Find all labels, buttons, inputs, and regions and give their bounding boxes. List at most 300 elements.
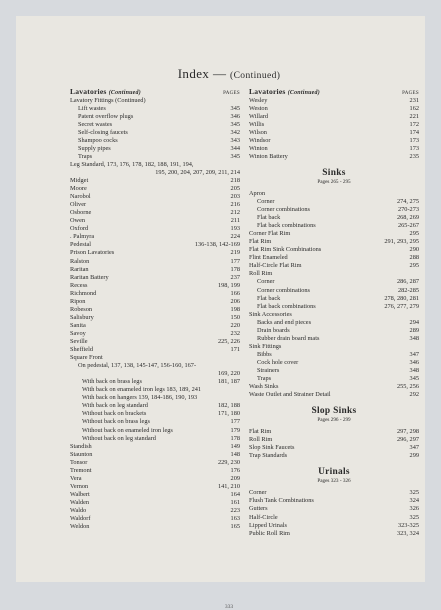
entry-name: Moore — [70, 185, 87, 193]
entry-pages: 177 — [230, 257, 240, 265]
index-entry — [249, 436, 419, 444]
entry-name: Ripon — [70, 297, 86, 305]
entry-pages: 324 — [409, 497, 419, 505]
slop-sinks-entry-list — [249, 428, 419, 460]
entry-pages: 198 — [230, 305, 240, 313]
entry-name: Robeson — [70, 305, 93, 313]
index-entry — [249, 522, 419, 530]
entry-name: 195, 200, 204, 207, 209, 211, 214 — [155, 169, 240, 177]
index-entry — [70, 233, 240, 241]
entry-pages: 209 — [230, 474, 240, 482]
entry-pages: 270-273 — [398, 206, 419, 214]
entry-pages: 178 — [230, 434, 240, 442]
entry-name: Half-Circle Flat Rim — [249, 262, 302, 270]
lavatories-heading-right-cont: (Continued) — [287, 90, 320, 96]
catalog-page — [16, 16, 425, 610]
entry-name: 169, 220 — [217, 370, 240, 378]
entry-name: Raritan Battery — [70, 273, 109, 281]
index-entry — [249, 230, 419, 238]
entry-name: Leg Standard, 173, 176, 178, 182, 188, 191, 194, — [70, 160, 194, 168]
index-entry — [70, 169, 240, 177]
entry-name: Apron — [249, 189, 266, 197]
entry-pages: 346 — [230, 112, 240, 120]
index-entry — [249, 153, 419, 161]
entry-name: Without back on enameled iron legs — [82, 426, 173, 434]
entry-name: Osborne — [70, 209, 92, 217]
entry-pages: 164 — [230, 490, 240, 498]
entry-pages: 345 — [230, 104, 240, 112]
entry-name: With back on hangers 139, 184-186, 190, 193 — [82, 394, 198, 402]
entry-name: Traps — [78, 152, 93, 160]
entry-name: Wilson — [249, 128, 267, 136]
entry-pages: 345 — [409, 375, 419, 383]
index-entry — [70, 346, 240, 354]
index-entry — [70, 515, 240, 523]
entry-name: Corner combinations — [257, 206, 310, 214]
index-entry — [249, 452, 419, 460]
entry-name: Traps — [257, 375, 272, 383]
index-entry — [70, 427, 240, 435]
index-entry — [70, 137, 240, 145]
entry-name: Willis — [249, 120, 265, 128]
entry-name: Lipped Urinals — [249, 521, 287, 529]
entry-name: Gutters — [249, 505, 268, 513]
lavatories-header — [70, 88, 240, 97]
index-entry — [249, 489, 419, 497]
index-entry — [70, 475, 240, 483]
entry-name: With back on leg standard — [82, 402, 148, 410]
entry-name: Wash Sinks — [249, 383, 279, 391]
entry-pages: 295 — [409, 230, 419, 238]
entry-name: Square Front — [70, 354, 103, 362]
title-continued: (Continued) — [230, 71, 281, 81]
entry-pages: 326 — [409, 505, 419, 513]
page-title — [55, 66, 403, 82]
entry-name: Narobol — [70, 193, 91, 201]
entry-pages: 221 — [409, 112, 419, 120]
index-entry — [249, 121, 419, 129]
index-entry — [249, 351, 419, 359]
sinks-pages: Pages 265 - 295 — [317, 178, 351, 185]
index-entry — [70, 185, 240, 193]
lavatories-heading-right-text: Lavatories — [249, 87, 286, 96]
entry-name: Sheffield — [70, 346, 93, 354]
entry-name: With back on brass legs — [82, 378, 142, 386]
entry-name: Wesley — [249, 96, 268, 104]
entry-name: Standish — [70, 442, 92, 450]
entry-name: Sink Accessories — [249, 310, 292, 318]
entry-pages: 255, 256 — [396, 383, 419, 391]
index-entry — [249, 105, 419, 113]
entry-name: Vera — [70, 474, 82, 482]
entry-pages: 325 — [409, 489, 419, 497]
slop-sinks-pages: Pages 296 - 299 — [317, 417, 351, 424]
entry-pages: 290 — [409, 246, 419, 254]
entry-pages: 181, 187 — [217, 378, 240, 386]
index-entry — [70, 491, 240, 499]
index-entry — [249, 113, 419, 121]
entry-name: Corner combinations — [257, 286, 310, 294]
index-entry — [70, 113, 240, 121]
entry-pages: 232 — [230, 329, 240, 337]
entry-pages: 163 — [230, 515, 240, 523]
entry-pages: 141, 210 — [217, 482, 240, 490]
index-entry — [249, 287, 419, 295]
entry-name: Flush Tank Combinations — [249, 497, 314, 505]
index-entry — [70, 241, 240, 249]
entry-pages: 294 — [409, 318, 419, 326]
entry-name: Willard — [249, 112, 268, 120]
entry-name: Flat Rim — [249, 238, 272, 246]
entry-pages: 289 — [409, 326, 419, 334]
index-entry — [249, 327, 419, 335]
index-entry — [249, 444, 419, 452]
title-main: Index — [177, 66, 210, 81]
entry-name: Ralston — [70, 257, 90, 265]
entry-pages: 235 — [409, 152, 419, 160]
index-entry — [70, 274, 240, 282]
index-entry — [249, 303, 419, 311]
entry-pages: 174 — [409, 128, 419, 136]
index-entry — [249, 319, 419, 327]
entry-name: Supply pipes — [78, 144, 111, 152]
lavatories-heading-text: Lavatories — [70, 87, 107, 96]
index-entry — [70, 217, 240, 225]
entry-pages: 150 — [230, 313, 240, 321]
index-entry — [70, 258, 240, 266]
entry-name: Corner — [249, 489, 267, 497]
entry-name: Backs and end pieces — [257, 318, 312, 326]
index-entry — [70, 105, 240, 113]
entry-name: Winton — [249, 144, 268, 152]
entry-pages: 325 — [409, 513, 419, 521]
entry-pages: 345 — [230, 152, 240, 160]
index-entry — [70, 201, 240, 209]
entry-name: Walden — [70, 498, 90, 506]
index-entry — [70, 499, 240, 507]
entry-name: Roll Rim — [249, 270, 273, 278]
entry-pages: 346 — [409, 358, 419, 366]
right-column — [249, 88, 419, 538]
entry-pages: 288 — [409, 254, 419, 262]
index-entry — [249, 129, 419, 137]
index-entry — [70, 467, 240, 475]
entry-name: Seville — [70, 338, 88, 345]
index-entry — [70, 314, 240, 322]
entry-pages: 347 — [409, 350, 419, 358]
index-entry — [70, 97, 240, 105]
entry-name: Without back on brackets — [82, 410, 147, 418]
index-entry — [70, 249, 240, 257]
entry-pages: 286, 287 — [396, 278, 419, 286]
index-entry — [249, 145, 419, 153]
entry-pages: 171 — [230, 346, 240, 354]
index-entry — [70, 378, 240, 386]
entry-name: Roll Rim — [249, 436, 273, 444]
entry-name: Flat back combinations — [257, 222, 316, 230]
entry-pages: 231 — [409, 96, 419, 104]
index-entry — [70, 507, 240, 515]
entry-pages: 237 — [230, 273, 240, 281]
entry-name: Waldorf — [70, 515, 91, 523]
entry-name: Richmond — [70, 289, 97, 297]
entry-name: Pedestal — [70, 241, 91, 249]
entry-pages: 348 — [409, 334, 419, 342]
entry-name: Oliver — [70, 201, 87, 209]
entry-name: Tonsor — [70, 458, 88, 466]
entry-name: Without back on brass legs — [82, 418, 150, 426]
index-entry — [70, 225, 240, 233]
index-entry — [249, 238, 419, 246]
entry-pages: 344 — [230, 144, 240, 152]
index-entry — [70, 306, 240, 314]
pages-label: PAGES — [223, 91, 240, 96]
index-entry — [70, 483, 240, 491]
lavatories-entry-list — [249, 97, 419, 161]
entry-name: Weston — [249, 104, 268, 112]
entry-name: Rubber drain board mats — [257, 334, 320, 342]
lavatories-heading-cont: (Continued) — [108, 90, 141, 96]
entry-pages: 179 — [230, 426, 240, 434]
index-entry — [70, 121, 240, 129]
index-entry — [249, 514, 419, 522]
index-entry — [249, 214, 419, 222]
entry-pages: 218 — [230, 177, 240, 185]
index-entry — [70, 370, 240, 378]
entry-name: Flat back combinations — [257, 302, 316, 310]
index-entry — [70, 153, 240, 161]
index-entry — [249, 97, 419, 105]
entry-name: Waldo — [70, 506, 87, 514]
index-entry — [70, 523, 240, 531]
entry-name: Midget — [70, 177, 89, 185]
index-entry — [249, 335, 419, 343]
index-entry — [70, 209, 240, 217]
index-entry — [249, 278, 419, 286]
index-entry — [70, 290, 240, 298]
entry-pages: 148 — [230, 450, 240, 458]
entry-pages: 205 — [230, 185, 240, 193]
entry-pages: 268, 269 — [396, 214, 419, 222]
index-entry — [70, 330, 240, 338]
entry-pages: 224 — [230, 233, 240, 241]
entry-pages: 161 — [230, 498, 240, 506]
entry-name: Corner — [257, 198, 275, 206]
entry-name: On pedestal, 137, 138, 145-147, 156-160, 167- — [78, 362, 197, 370]
entry-pages: 323-325 — [398, 521, 419, 529]
title-dash: — — [209, 66, 230, 81]
entry-name: Corner — [257, 278, 275, 286]
entry-pages: 278, 280, 281 — [384, 294, 419, 302]
index-entry — [70, 266, 240, 274]
index-entry — [249, 359, 419, 367]
entry-name: Patent overflow plugs — [78, 112, 134, 120]
index-entry — [249, 311, 419, 319]
entry-pages: 173 — [409, 144, 419, 152]
index-entry — [70, 402, 240, 410]
entry-name: Secret wastes — [78, 120, 113, 128]
entry-pages: 216 — [230, 201, 240, 209]
entry-name: Owen — [70, 217, 86, 225]
index-entry — [249, 246, 419, 254]
index-entry — [70, 145, 240, 153]
sinks-entry-list — [249, 190, 419, 399]
entry-pages: 225, 226 — [217, 338, 240, 345]
entry-pages: 343 — [230, 136, 240, 144]
entry-name: Prison Lavatories — [70, 249, 115, 257]
entry-name: Sanita — [70, 321, 86, 329]
entry-pages: 178 — [230, 265, 240, 273]
entry-pages: 176 — [230, 466, 240, 474]
entry-name: Walbert — [70, 490, 90, 498]
entry-pages: 323, 324 — [396, 529, 419, 537]
index-entry — [249, 383, 419, 391]
entry-pages: 162 — [409, 104, 419, 112]
entry-name: Flat back — [257, 294, 281, 302]
entry-name: Staunton — [70, 450, 93, 458]
entry-name: Flint Enameled — [249, 254, 288, 262]
index-entry — [249, 198, 419, 206]
entry-name: Tremont — [70, 466, 92, 474]
index-entry — [70, 161, 240, 169]
entry-pages: 223 — [230, 506, 240, 514]
entry-pages: 220 — [230, 321, 240, 329]
entry-pages: 193 — [230, 225, 240, 233]
index-entry — [70, 362, 240, 370]
index-entry — [249, 190, 419, 198]
entry-pages: 299 — [409, 452, 419, 460]
index-entry — [70, 451, 240, 459]
entry-name: Oxford — [70, 225, 89, 233]
entry-name: Recess — [70, 281, 88, 289]
entry-name: Self-closing faucets — [78, 128, 128, 136]
entry-pages: 296, 297 — [396, 436, 419, 444]
index-entry — [249, 254, 419, 262]
index-entry — [70, 322, 240, 330]
index-entry — [249, 497, 419, 505]
entry-pages: 265-267 — [398, 222, 419, 230]
entry-pages: 166 — [230, 289, 240, 297]
index-entry — [70, 129, 240, 137]
entry-pages: 136-138, 142-169 — [194, 241, 240, 249]
entry-name: With back on enameled iron legs 183, 189, 241 — [82, 386, 202, 394]
entry-pages: 182, 188 — [217, 402, 240, 410]
index-entry — [249, 295, 419, 303]
index-entry — [249, 530, 419, 538]
entry-pages: 165 — [230, 523, 240, 531]
entry-pages: 229, 230 — [217, 458, 240, 466]
entry-name: Slop Sink Faucets — [249, 444, 295, 452]
urinals-pages: Pages 323 - 326 — [317, 478, 351, 485]
entry-pages: 172 — [409, 120, 419, 128]
entry-name: . Palmyra — [70, 233, 95, 241]
entry-pages: 342 — [230, 128, 240, 136]
index-entry — [249, 375, 419, 383]
index-entry — [70, 418, 240, 426]
entry-pages: 211 — [230, 217, 240, 225]
entry-pages: 219 — [230, 249, 240, 257]
entry-name: Lift wastes — [78, 104, 106, 112]
index-entry — [249, 206, 419, 214]
entry-pages: 291, 293, 295 — [384, 238, 419, 246]
lavatories-header-right — [249, 88, 419, 97]
entry-name: Corner Flat Rim — [249, 230, 291, 238]
index-entry — [249, 262, 419, 270]
index-entry — [249, 428, 419, 436]
entry-pages: 347 — [409, 444, 419, 452]
entry-pages: 206 — [230, 297, 240, 305]
entry-pages: 282-285 — [398, 286, 419, 294]
entry-pages: 292 — [409, 391, 419, 399]
index-entry — [249, 391, 419, 399]
left-column — [70, 88, 240, 531]
entry-name: Strainers — [257, 367, 280, 374]
index-entry — [70, 394, 240, 402]
index-entry — [70, 410, 240, 418]
urinals-entry-list — [249, 489, 419, 537]
index-entry — [70, 354, 240, 362]
entry-name: Cock hole cover — [257, 358, 299, 366]
entry-name: Salisbury — [70, 313, 94, 321]
index-entry — [70, 298, 240, 306]
entry-pages: 173 — [409, 136, 419, 144]
index-entry — [70, 435, 240, 443]
entry-pages: 276, 277, 279 — [384, 302, 419, 310]
entry-pages: 274, 275 — [396, 198, 419, 206]
entry-name: Vernon — [70, 482, 89, 490]
sinks-heading: Sinks — [322, 167, 346, 178]
index-entry — [249, 367, 419, 375]
page-number: 333 — [224, 604, 234, 610]
entry-name: Raritan — [70, 265, 89, 273]
entry-pages: 295 — [409, 262, 419, 270]
index-entry — [70, 459, 240, 467]
entry-name: Waste Outlet and Strainer Detail — [249, 391, 331, 399]
entry-name: Sink Fittings — [249, 342, 282, 350]
entry-pages: 212 — [230, 209, 240, 217]
entry-pages: 149 — [230, 442, 240, 450]
entry-pages: 345 — [230, 120, 240, 128]
slop-sinks-heading: Slop Sinks — [311, 406, 357, 417]
entry-name: Shampoo cocks — [78, 136, 118, 144]
entry-pages: 171, 180 — [217, 410, 240, 418]
index-entry — [70, 193, 240, 201]
index-entry — [249, 505, 419, 513]
entry-name: Flat Rim — [249, 428, 272, 436]
index-entry — [249, 270, 419, 278]
entry-pages: 348 — [409, 367, 419, 374]
entry-pages: 177 — [230, 418, 240, 426]
entry-name: Flat Rim Sink Combinations — [249, 246, 322, 254]
entry-name: Windsor — [249, 136, 271, 144]
entry-name: Public Roll Rim — [249, 529, 290, 537]
entry-name: Without back on leg standard — [82, 434, 156, 442]
entry-name: Trap Standards — [249, 452, 288, 460]
left-entry-list — [70, 97, 240, 532]
index-entry — [70, 443, 240, 451]
entry-name: Bibbs — [257, 350, 272, 358]
index-entry — [249, 137, 419, 145]
entry-name: Weldon — [70, 523, 90, 531]
index-entry — [249, 222, 419, 230]
index-entry — [70, 282, 240, 290]
entry-name: Lavatory Fittings (Continued) — [70, 96, 146, 104]
index-entry — [70, 177, 240, 185]
index-entry — [70, 386, 240, 394]
pages-label-right: PAGES — [402, 91, 419, 96]
index-entry — [249, 343, 419, 351]
urinals-heading: Urinals — [318, 467, 350, 478]
